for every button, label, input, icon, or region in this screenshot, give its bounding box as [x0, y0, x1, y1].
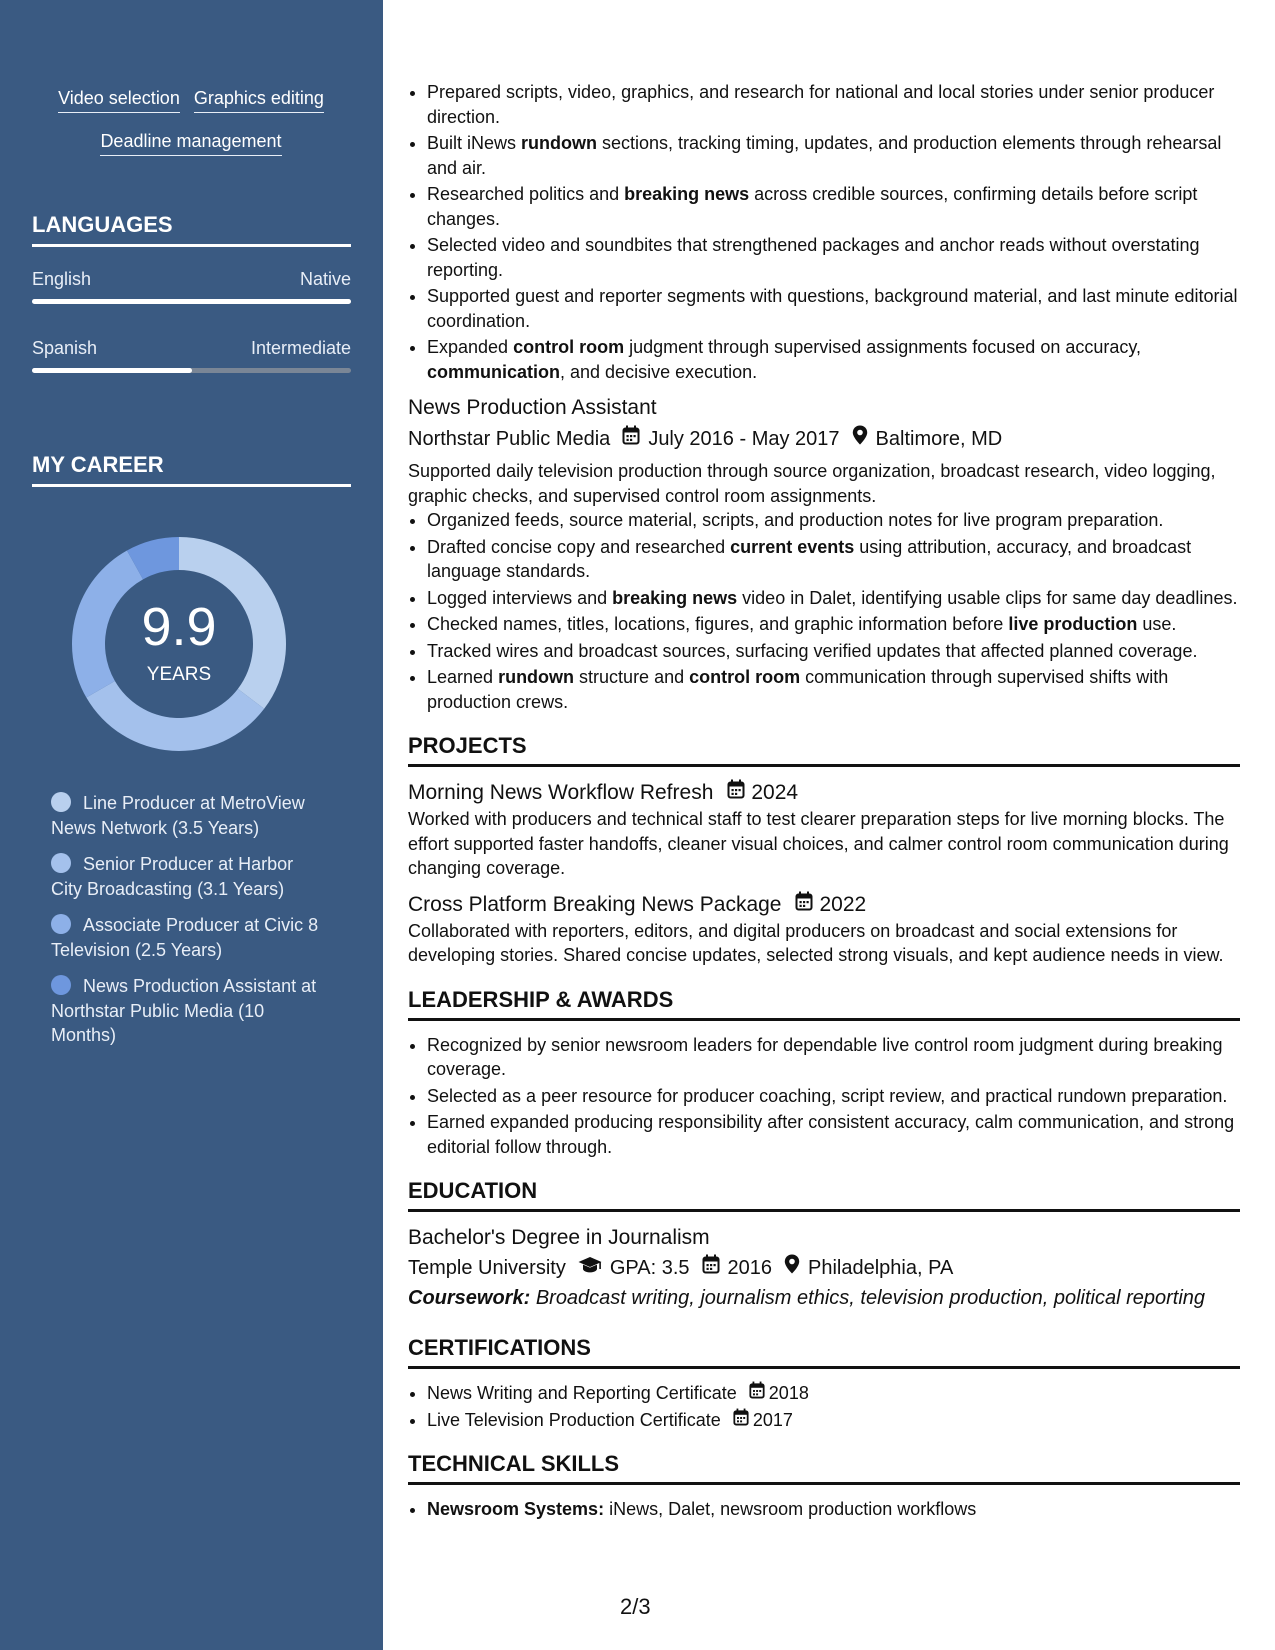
list-item [427, 665, 1240, 714]
calendar-icon [795, 891, 813, 919]
keyword: control room [689, 667, 801, 687]
text-run: video in Dalet, identifying usable clips for same day deadlines. [737, 587, 1238, 608]
job-summary: Supported daily television production through source organization, broadcast research, video logging, graphic checks, and supervised control room assignments. [408, 461, 1216, 506]
text-run: Expanded [427, 337, 514, 357]
list-item [427, 131, 1240, 180]
certifications-list [408, 1381, 1240, 1432]
job-location: Baltimore, MD [875, 428, 1003, 450]
project-title-row [408, 779, 1240, 807]
school-location: Philadelphia, PA [808, 1257, 954, 1279]
calendar-icon [622, 425, 640, 453]
graduation-year: 2016 [727, 1257, 772, 1279]
location-pin-icon [784, 1254, 800, 1282]
language-proficiency-bar [32, 299, 351, 304]
career-item [51, 913, 326, 962]
calendar-icon [733, 1408, 749, 1433]
list-item [427, 335, 1240, 384]
career-donut-segment [86, 681, 264, 751]
career-item-text: Associate Producer at Civic 8 Television (2.5 Years) [51, 915, 319, 960]
skill-tags [32, 86, 350, 172]
certification-year: 2017 [752, 1409, 793, 1430]
list-item [427, 639, 1240, 664]
skill-tag: Video selection [58, 86, 180, 113]
project-title: Morning News Workflow Refresh [408, 781, 714, 804]
certification [427, 1408, 793, 1433]
languages-heading: LANGUAGES [32, 212, 351, 247]
text-run: using attribution, accuracy, and broadcast language standards. [427, 536, 1192, 581]
list-item [427, 1381, 1240, 1406]
keyword: current events [730, 536, 855, 557]
project-description: Worked with producers and technical staff to test clearer preparation steps for live morning blocks. The effort supported faster handoffs, cleaner visual choices, and calmer control room communication during changing coverage. [408, 809, 1229, 878]
main-content [408, 0, 1240, 1524]
career-heading: MY CAREER [32, 452, 351, 487]
keyword: breaking news [612, 587, 738, 608]
calendar-icon [727, 779, 745, 807]
technical-skills-list [408, 1497, 1240, 1522]
career-item-text: Line Producer at MetroView News Network (3.5 Years) [51, 793, 305, 838]
coursework-text: Broadcast writing, journalism ethics, television production, political reporting [535, 1287, 1206, 1309]
language-name: Spanish [32, 338, 98, 358]
list-item [427, 182, 1240, 231]
project-description: Collaborated with reporters, editors, and digital producers on broadcast and social extensions for developing stories. Shared concise updates, selected strong visuals, and kept audience needs in view. [408, 920, 1224, 965]
job-bullets [408, 508, 1240, 714]
project-year: 2024 [751, 781, 799, 804]
location-pin-icon [852, 425, 868, 453]
leadership-heading: LEADERSHIP & AWARDS [408, 986, 1240, 1021]
text-run: Drafted concise copy and researched [427, 536, 731, 557]
projects-heading: PROJECTS [408, 732, 1240, 767]
list-item [427, 284, 1240, 333]
language-row [32, 268, 351, 290]
list-item: • Recognized by senior newsroom leaders for dependable live control room judgment during breaking coverage. [427, 1033, 1240, 1082]
language-proficiency-fill [32, 368, 192, 373]
text-run: Logged interviews and [427, 587, 613, 608]
career-item-text: News Production Assistant at Northstar Public Media (10 Months) [51, 976, 317, 1045]
calendar-icon [749, 1381, 765, 1406]
text-run: structure and [574, 667, 690, 687]
text-run: Selected video and soundbites that strengthened packages and anchor reads without overstating reporting. [427, 235, 1200, 280]
list-item: • Selected as a peer resource for producer coaching, script review, and practical rundown preparation. [427, 1084, 1240, 1109]
text-run: Organized feeds, source material, scripts, and production notes for live program preparation. [427, 510, 1164, 530]
list-item [427, 612, 1240, 637]
career-item [51, 791, 326, 840]
career-item [51, 852, 326, 901]
leadership-list [408, 1033, 1240, 1160]
project-title: Cross Platform Breaking News Package [408, 892, 782, 916]
text-run: Prepared scripts, video, graphics, and research for national and local stories under senior producer direction. [427, 82, 1215, 127]
skill-values: iNews, Dalet, newsroom production workflows [609, 1499, 977, 1519]
career-item-text: Senior Producer at Harbor City Broadcasting (3.1 Years) [51, 854, 294, 899]
text-run: Built iNews [427, 133, 522, 153]
career-total-years: 9.9 [141, 597, 217, 657]
list-item [427, 586, 1240, 611]
career-dot-icon [51, 975, 71, 995]
project-year: 2022 [819, 892, 867, 916]
calendar-icon [702, 1254, 720, 1282]
text-run: use. [1137, 614, 1177, 634]
page-number: 2/3 [620, 1594, 651, 1619]
list-item: • Earned expanded producing responsibility after consistent accuracy, calm communication, and strong editorial follow through. [427, 1110, 1240, 1159]
job-title: News Production Assistant [408, 396, 657, 419]
list-item [427, 508, 1240, 533]
school-name: Temple University [408, 1257, 566, 1279]
previous-job-bullets [408, 80, 1240, 384]
sidebar [0, 0, 383, 1650]
text-run: Tracked wires and broadcast sources, surfacing verified updates that affected planned coverage. [427, 640, 1198, 661]
language-proficiency-fill [32, 299, 351, 304]
keyword: control room [513, 337, 625, 357]
certifications-heading: CERTIFICATIONS [408, 1334, 1240, 1369]
list-item [427, 233, 1240, 282]
coursework-label: Coursework: [408, 1287, 531, 1309]
text-run: Learned [427, 667, 499, 687]
keyword: rundown [498, 667, 575, 687]
text-run: communication through supervised shifts with production crews. [427, 667, 1169, 712]
text-run: Checked names, titles, locations, figures, and graphic information before [427, 614, 1009, 634]
coursework [408, 1284, 1240, 1312]
job-meta [408, 425, 1240, 453]
job-dates: July 2016 - May 2017 [648, 428, 840, 450]
career-years-label: YEARS [146, 664, 212, 685]
skill-tag: Deadline management [100, 129, 281, 156]
project-title-row [408, 891, 1240, 919]
certification [427, 1381, 809, 1406]
list-item [427, 80, 1240, 129]
keyword: breaking news [624, 184, 750, 204]
skill-category: Newsroom Systems: [427, 1499, 605, 1519]
job-company: Northstar Public Media [408, 428, 611, 450]
list-item [427, 1408, 1240, 1433]
language-level: Intermediate [250, 338, 351, 358]
text-run: Supported guest and reporter segments with questions, background material, and last minute editorial coordination. [427, 286, 1238, 331]
graduation-cap-icon [578, 1254, 602, 1282]
language-proficiency-bar [32, 368, 351, 373]
keyword: live production [1008, 614, 1138, 634]
skill-tag: Graphics editing [194, 86, 324, 113]
education-meta [408, 1254, 1240, 1282]
language-name: English [32, 269, 92, 289]
text-run: , and decisive execution. [560, 361, 758, 382]
list-item [427, 1497, 1240, 1522]
career-dot-icon [51, 853, 71, 873]
education-heading: EDUCATION [408, 1177, 1240, 1212]
keyword: communication [427, 361, 561, 382]
language-row [32, 337, 351, 359]
career-item [51, 974, 326, 1048]
certification-name: • News Writing and Reporting Certificate [427, 1383, 737, 1403]
text-run: sections, tracking timing, updates, and production elements through rehearsal and air. [427, 133, 1222, 178]
certification-year: 2018 [768, 1383, 809, 1403]
keyword: rundown [521, 133, 598, 153]
certification-name: • Live Television Production Certificate [427, 1409, 721, 1430]
text-run: judgment through supervised assignments focused on accuracy, [624, 337, 1142, 357]
text-run: across credible sources, confirming details before script changes. [427, 184, 1198, 229]
text-run: Researched politics and [427, 184, 625, 204]
career-dot-icon [51, 792, 71, 812]
list-item [427, 535, 1240, 584]
career-list [51, 791, 326, 1060]
gpa: GPA: 3.5 [609, 1257, 690, 1279]
career-dot-icon [51, 914, 71, 934]
degree-title: Bachelor's Degree in Journalism [408, 1226, 710, 1249]
technical-skills-heading: TECHNICAL SKILLS [408, 1450, 1240, 1485]
language-level: Native [299, 269, 351, 289]
